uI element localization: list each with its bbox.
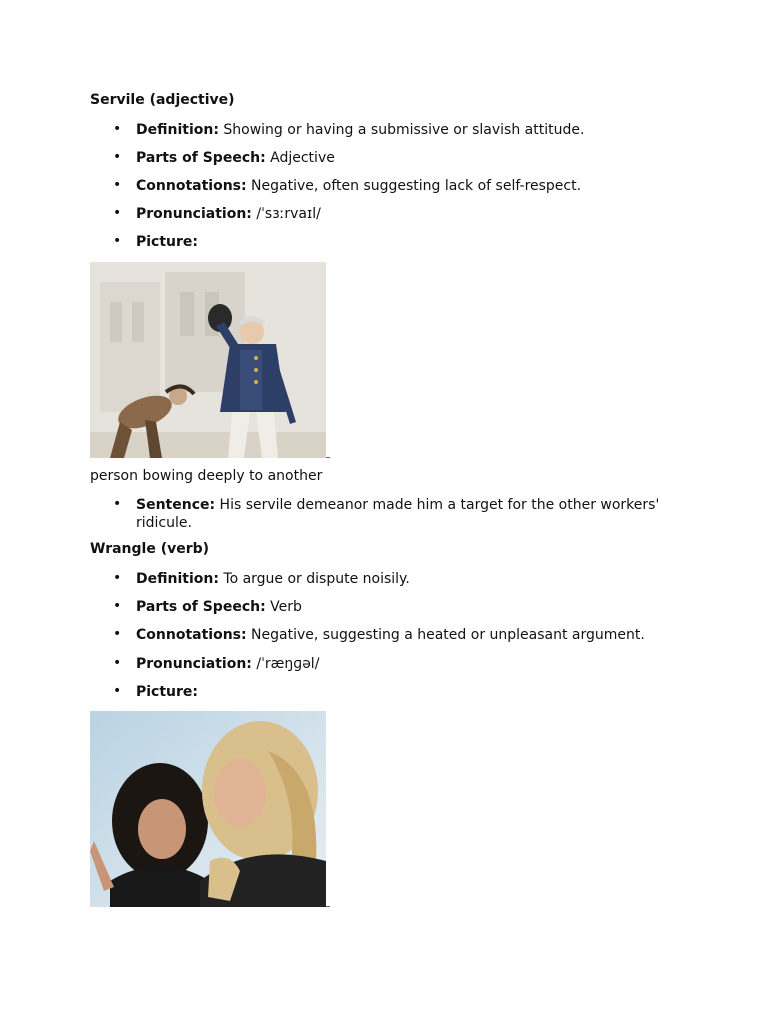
definition-label: Definition:	[136, 571, 219, 587]
image-anchor-mark	[326, 906, 330, 907]
wrangle-picture-label	[136, 683, 676, 701]
servile-picture	[90, 262, 326, 458]
arguing-women-photo	[90, 711, 326, 907]
servile-pronunciation	[136, 205, 676, 223]
servile-definition	[136, 121, 676, 139]
bullet-icon	[113, 494, 121, 514]
pronunciation-text: /ˈsɜːrvaɪl/	[256, 206, 321, 222]
definition-label: Definition:	[136, 122, 219, 138]
wrangle-pronunciation	[136, 655, 676, 673]
bullet-icon	[113, 624, 121, 644]
connotations-text: Negative, suggesting a heated or unpleasant argument.	[251, 627, 645, 643]
pronunciation-text: /ˈræŋɡəl/	[256, 656, 320, 672]
pos-label: Parts of Speech:	[136, 599, 266, 615]
connotations-label: Connotations:	[136, 627, 247, 643]
servile-heading: Servile (adjective)	[90, 92, 235, 108]
bullet-icon	[113, 119, 121, 139]
wrangle-connotations	[136, 626, 676, 644]
pos-text: Verb	[270, 599, 302, 615]
bullet-icon	[113, 231, 121, 251]
connotations-text: Negative, often suggesting lack of self-respect.	[251, 178, 582, 194]
servile-connotations	[136, 177, 676, 195]
image-anchor-mark	[326, 457, 330, 458]
bullet-icon	[113, 596, 121, 616]
bullet-icon	[113, 147, 121, 167]
pronunciation-label: Pronunciation:	[136, 206, 252, 222]
servile-picture-caption: person bowing deeply to another	[90, 468, 323, 484]
pos-text: Adjective	[270, 150, 335, 166]
servile-parts-of-speech	[136, 149, 676, 167]
servile-picture-label	[136, 233, 676, 251]
definition-text: To argue or dispute noisily.	[223, 571, 410, 587]
pos-label: Parts of Speech:	[136, 150, 266, 166]
picture-label: Picture:	[136, 234, 199, 250]
wrangle-picture	[90, 711, 326, 907]
wrangle-parts-of-speech	[136, 598, 676, 616]
bullet-icon	[113, 203, 121, 223]
pronunciation-label: Pronunciation:	[136, 656, 252, 672]
servile-sentence	[136, 496, 676, 532]
wrangle-definition	[136, 570, 676, 588]
wrangle-heading: Wrangle (verb)	[90, 541, 210, 557]
picture-label: Picture:	[136, 684, 199, 700]
bowing-illustration	[90, 262, 326, 458]
sentence-label: Sentence:	[136, 497, 216, 513]
definition-text: Showing or having a submissive or slavish attitude.	[223, 122, 585, 138]
bullet-icon	[113, 681, 121, 701]
bullet-icon	[113, 175, 121, 195]
bullet-icon	[113, 653, 121, 673]
connotations-label: Connotations:	[136, 178, 247, 194]
bullet-icon	[113, 568, 121, 588]
sentence-text: His servile demeanor made him a target for the other workers' ridicule.	[136, 497, 660, 531]
